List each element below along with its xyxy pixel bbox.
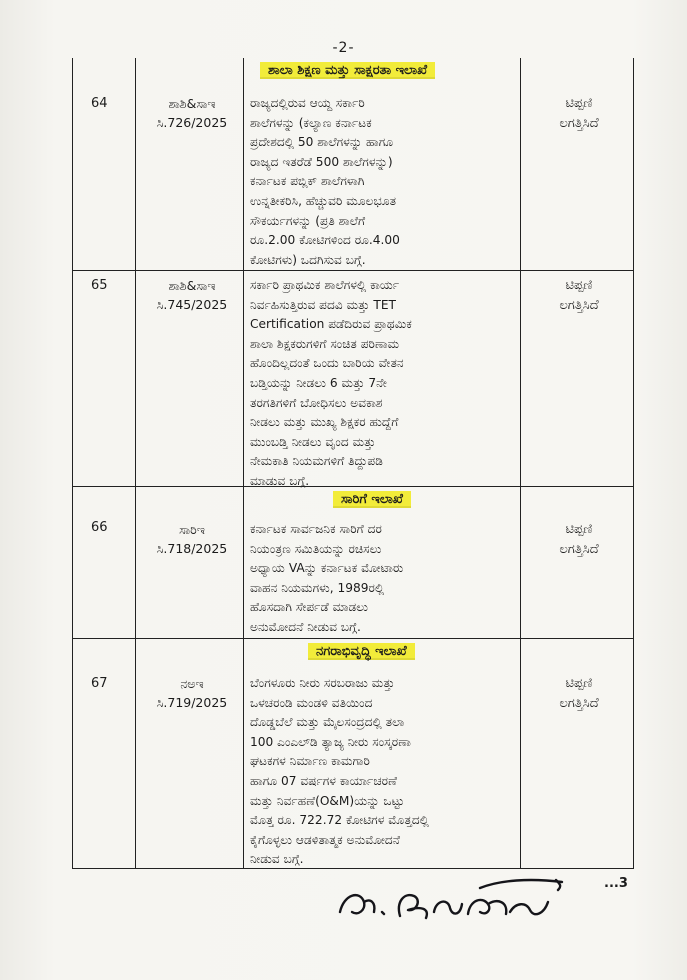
page-number: -2- xyxy=(332,40,355,56)
row-number: 64 xyxy=(91,96,108,111)
agenda-table xyxy=(72,58,634,869)
remark-text: ಟಿಪ್ಪಣಿ ಲಗತ್ತಿಸಿದೆ xyxy=(559,522,599,557)
subject-text: ಕರ್ನಾಟಕ ಸಾರ್ವಜನಿಕ ಸಾರಿಗೆ ದರ ನಿಯಂತ್ರಣ ಸಮಿತಿಯನ್ನು ರಚಿಸಲು ಅಧ್ಯಾಯ VAನ್ನು ಕರ್ನಾಟಕ ಮೋಟಾರು ವಾಹನ ನಿಯಮಗಳು, 1989ರಲ್ಲಿ ಹೊಸದಾಗಿ ಸೇರ್ಪಡೆ ಮಾಡಲು ಅನುಮೋದನೆ ನೀಡುವ ಬಗ್ಗೆ. xyxy=(250,522,404,634)
continuation-marker: ...3 xyxy=(604,876,628,891)
file-reference xyxy=(135,520,249,558)
remark-text: ಟಿಪ್ಪಣಿ ಲಗತ್ತಿಸಿದೆ xyxy=(559,96,599,131)
column-divider xyxy=(135,58,136,868)
remark-text: ಟಿಪ್ಪಣಿ ಲಗತ್ತಿಸಿದೆ xyxy=(559,278,599,313)
department-heading: ಶಾಲಾ ಶಿಕ್ಷಣ ಮತ್ತು ಸಾಕ್ಷರತಾ ಇಲಾಖೆ xyxy=(260,62,435,79)
remark-text: ಟಿಪ್ಪಣಿ ಲಗತ್ತಿಸಿದೆ xyxy=(559,676,599,711)
subject-text: ರಾಜ್ಯದಲ್ಲಿರುವ ಆಯ್ದ ಸರ್ಕಾರಿ ಶಾಲೆಗಳನ್ನು (ಕಲ್ಯಾಣ ಕರ್ನಾಟಕ ಪ್ರದೇಶದಲ್ಲಿ 50 ಶಾಲೆಗಳನ್ನು ಹಾಗೂ ರಾಜ್ಯದ ಇತರೆಡೆ 500 ಶಾಲೆಗಳನ್ನು) ಕರ್ನಾಟಕ ಪಬ್ಲಿಕ್ ಶಾಲೆಗಳಾಗಿ ಉನ್ನತೀಕರಿಸಿ, ಹೆಚ್ಚುವರಿ ಮೂಲಭೂತ ಸೌಕರ್ಯಗಳನ್ನು (ಪ್ರತಿ ಶಾಲೆಗೆ ರೂ.2.00 ಕೋಟಿಗಳಿಂದ ರೂ.4.00 ಕೋಟಿಗಳು) ಒದಗಿಸುವ ಬಗ್ಗೆ. xyxy=(250,96,400,267)
department-heading: ಸಾರಿಗೆ ಇಲಾಖೆ xyxy=(333,491,411,508)
subject-text: ಸರ್ಕಾರಿ ಪ್ರಾಥಮಿಕ ಶಾಲೆಗಳಲ್ಲಿ ಕಾರ್ಯ ನಿರ್ವಹಿಸುತ್ತಿರುವ ಪದವಿ ಮತ್ತು TET Certification ಪಡೆದಿರುವ ಪ್ರಾಥಮಿಕ ಶಾಲಾ ಶಿಕ್ಷಕರುಗಳಿಗೆ ಸಂಚಿತ ಪರಿಣಾಮ ಹೊಂದಿಲ್ಲದಂತೆ ಒಂದು ಬಾರಿಯ ವೇತನ ಬಡ್ತಿಯನ್ನು ನೀಡಲು 6 ಮತ್ತು 7ನೇ ತರಗತಿಗಳಿಗೆ ಬೋಧಿಸಲು ಅವಕಾಶ ನೀಡಲು ಮತ್ತು ಮುಖ್ಯ ಶಿಕ್ಷಕರ ಹುದ್ದೆಗೆ ಮುಂಬಡ್ತಿ ನೀಡಲು ವೃಂದ ಮತ್ತು ನೇಮಕಾತಿ ನಿಯಮಗಳಿಗೆ ತಿದ್ದುಪಡಿ ಮಾಡುವ ಬಗ್ಗೆ. xyxy=(250,278,412,488)
file-reference-number: ಸಿ.745/2025 xyxy=(156,297,228,312)
file-reference-number: ಸಿ.718/2025 xyxy=(156,541,228,556)
subject-text: ಬೆಂಗಳೂರು ನೀರು ಸರಬರಾಜು ಮತ್ತು ಒಳಚರಂಡಿ ಮಂಡಳಿ ವತಿಯಿಂದ ದೊಡ್ಡಬೆಲೆ ಮತ್ತು ಮೈಲಸಂದ್ರದಲ್ಲಿ ತಲಾ 100 ಎಂಎಲ್‌ಡಿ ತ್ಯಾಜ್ಯ ನೀರು ಸಂಸ್ಕರಣಾ ಘಟಕಗಳ ನಿರ್ಮಾಣ ಕಾಮಗಾರಿ ಹಾಗೂ 07 ವರ್ಷಗಳ ಕಾರ್ಯಾಚರಣೆ ಮತ್ತು ನಿರ್ವಹಣೆ(O&M)ಯನ್ನು ಒಟ್ಟು ಮೊತ್ತ ರೂ. 722.72 ಕೋಟಿಗಳ ಮೊತ್ತದಲ್ಲಿ ಕೈಗೊಳ್ಳಲು ಆಡಳಿತಾತ್ಮಕ ಅನುಮೋದನೆ ನೀಡುವ ಬಗ್ಗೆ. xyxy=(250,676,429,867)
file-reference-dept: ಶಾಶಿ&ಸಾಇ xyxy=(168,278,216,293)
row-divider xyxy=(73,270,633,271)
file-reference xyxy=(135,674,249,712)
row-number: 65 xyxy=(91,278,108,293)
file-reference-dept: ಶಾಶಿ&ಸಾಇ xyxy=(168,96,216,111)
column-divider xyxy=(243,58,244,868)
section-divider xyxy=(73,486,633,487)
file-reference-dept: ನಅಇ xyxy=(180,676,204,691)
row-number: 67 xyxy=(91,676,108,691)
column-divider xyxy=(520,58,521,868)
file-reference-number: ಸಿ.726/2025 xyxy=(156,115,228,130)
row-number: 66 xyxy=(91,520,108,535)
department-heading: ನಗರಾಭಿವೃದ್ಧಿ ಇಲಾಖೆ xyxy=(308,643,415,660)
file-reference-dept: ಸಾರಿಇ xyxy=(179,522,205,537)
file-reference xyxy=(135,276,249,314)
file-reference-number: ಸಿ.719/2025 xyxy=(156,695,228,710)
section-divider xyxy=(73,638,633,639)
handwritten-signature xyxy=(330,872,580,932)
file-reference xyxy=(135,94,249,132)
